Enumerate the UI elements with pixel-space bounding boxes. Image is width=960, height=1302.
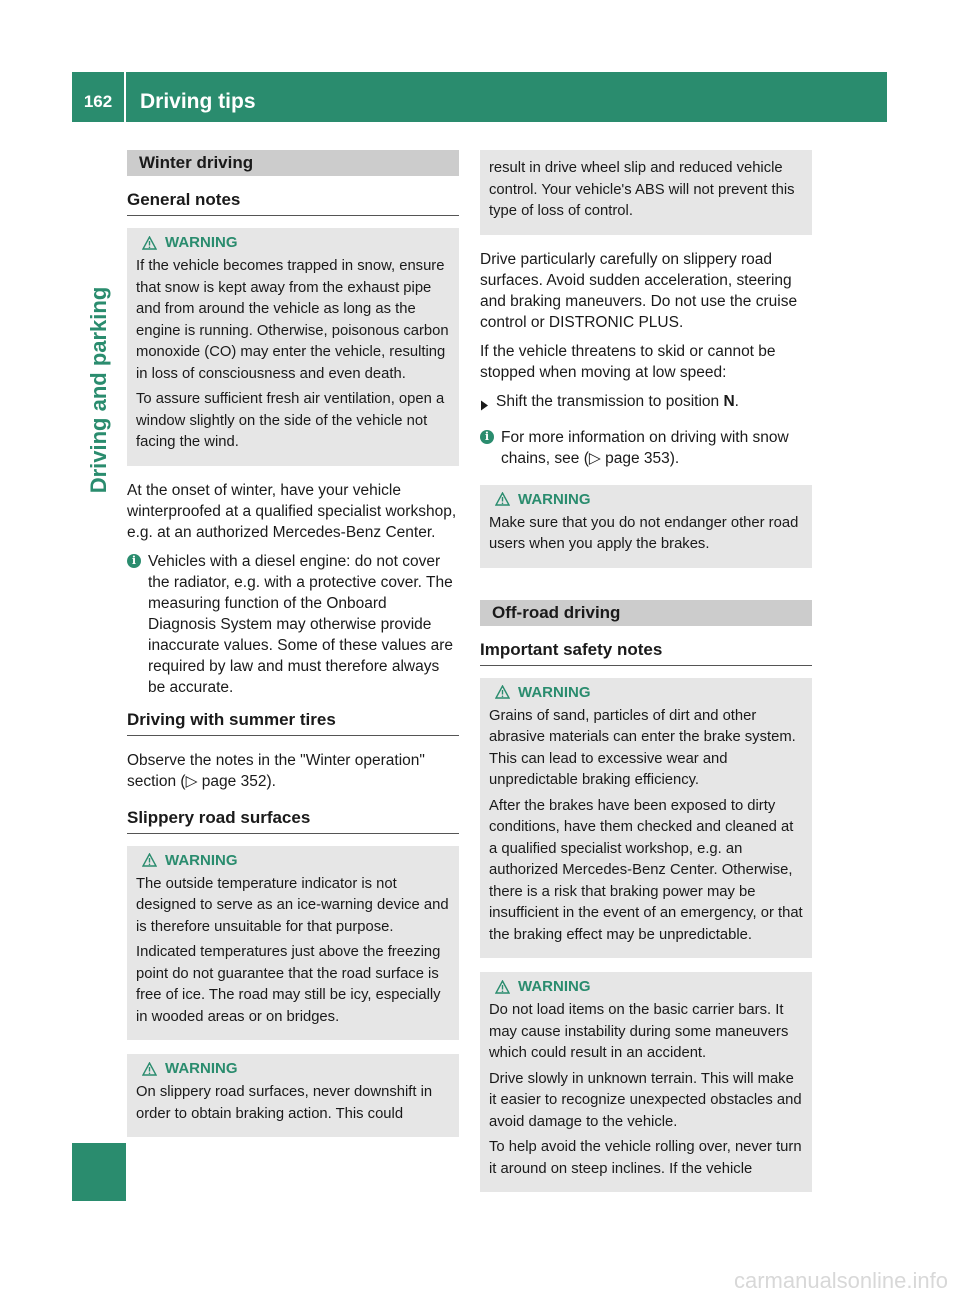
watermark: carmanualsonline.info (733, 1268, 948, 1293)
side-chapter-label: Driving and parking (86, 286, 111, 494)
warning-text: On slippery road surfaces, never downshift in order to obtain braking action. This could (136, 1084, 433, 1122)
section-heading-winter: Winter driving (127, 150, 459, 176)
body-paragraph: At the onset of winter, have your vehicle winterproofed at a qualified specialist workshop, e.g. at an authorized Mercedes-Benz Center. (127, 481, 457, 541)
warning-text: To help avoid the vehicle rolling over, never turn it around on steep inclines. If the vehicle (489, 1139, 802, 1177)
info-icon: i (127, 554, 141, 568)
warning-title: WARNING (489, 684, 803, 701)
warning-triangle-icon (142, 853, 157, 867)
page-number: 162 (72, 72, 126, 122)
warning-title: WARNING (136, 1060, 450, 1077)
body-paragraph: Observe the notes in the "Winter operation" section (▷ page 352). (127, 751, 425, 790)
warning-triangle-icon (142, 236, 157, 250)
warning-triangle-icon (495, 492, 510, 506)
warning-text: Make sure that you do not endanger other road users when you apply the brakes. (489, 514, 799, 552)
warning-text: To assure sufficient fresh air ventilation, open a window slightly on the side of the vehicle not facing the wind. (136, 391, 445, 450)
page-section-title: Driving tips (140, 90, 256, 113)
subheading-general-notes: General notes (127, 190, 459, 216)
warning-box (127, 846, 459, 1041)
warning-text: After the brakes have been exposed to dirty conditions, have them checked and cleaned at a qualified specialist workshop, e.g. an authorized Mercedes-Benz Center. Otherwise, there is a risk that braking power may be insufficient in the event of an emergency, or that the braking effect may be unpredictable. (489, 797, 803, 943)
info-note: i Vehicles with a diesel engine: do not cover the radiator, e.g. with a protective cover. The measuring function of the Onboard Diagnosis System may otherwise provide inaccurate values. Some of these values are required by law and must therefore always be accurate. (127, 551, 459, 698)
body-paragraph: Drive particularly carefully on slippery road surfaces. Avoid sudden acceleration, steering and braking maneuvers. Do not use the cruise control or DISTRONIC PLUS. (480, 250, 798, 331)
warning-text: Drive slowly in unknown terrain. This will make it easier to recognize unexpected obstacles and avoid damage to the vehicle. (489, 1070, 802, 1130)
warning-box-continued (480, 150, 812, 235)
warning-box (480, 972, 812, 1192)
warning-box (127, 228, 459, 466)
warning-box (127, 1054, 459, 1137)
warning-text: The outside temperature indicator is not designed to serve as an ice-warning device and is therefore unsuitable for that purpose. (136, 875, 449, 935)
warning-text: result in drive wheel slip and reduced vehicle control. Your vehicle's ABS will not prevent this type of loss of control. (489, 160, 795, 219)
warning-box (480, 678, 812, 959)
info-note: i For more information on driving with snow chains, see (▷ page 353). (480, 427, 812, 469)
subheading-summer-tires: Driving with summer tires (127, 710, 459, 736)
subheading-safety-notes: Important safety notes (480, 640, 812, 666)
warning-title: WARNING (136, 852, 450, 869)
section-heading-offroad: Off-road driving (480, 600, 812, 626)
warning-title: WARNING (489, 978, 803, 995)
warning-text: Do not load items on the basic carrier bars. It may cause instability during some maneuvers which could result in an accident. (489, 1002, 789, 1061)
warning-triangle-icon (495, 980, 510, 994)
step-arrow-icon (480, 391, 494, 417)
warning-box (480, 485, 812, 568)
warning-title: WARNING (136, 234, 450, 251)
instruction-step: Shift the transmission to position N. (480, 391, 812, 417)
subheading-slippery: Slippery road surfaces (127, 808, 459, 834)
info-icon: i (480, 430, 494, 444)
body-paragraph: If the vehicle threatens to skid or cannot be stopped when moving at low speed: (480, 342, 776, 381)
warning-text: Indicated temperatures just above the freezing point do not guarantee that the road surface is free of ice. The road may still be icy, especially in wooded areas or on bridges. (136, 944, 441, 1025)
warning-triangle-icon (142, 1062, 157, 1076)
warning-triangle-icon (495, 685, 510, 699)
warning-text: Grains of sand, particles of dirt and other abrasive materials can enter the brake system. This can lead to excessive wear and unpredictable braking efficiency. (489, 707, 796, 788)
warning-title: WARNING (489, 491, 803, 508)
left-column (127, 150, 459, 1151)
side-chapter-block (72, 1143, 126, 1201)
right-column (480, 150, 812, 1206)
warning-text: If the vehicle becomes trapped in snow, ensure that snow is kept away from the exhaust pipe and from around the vehicle as long as the engine is running. Otherwise, poisonous carbon monoxide (CO) may enter the vehicle, resulting in loss of consciousness and even death. (136, 258, 449, 382)
